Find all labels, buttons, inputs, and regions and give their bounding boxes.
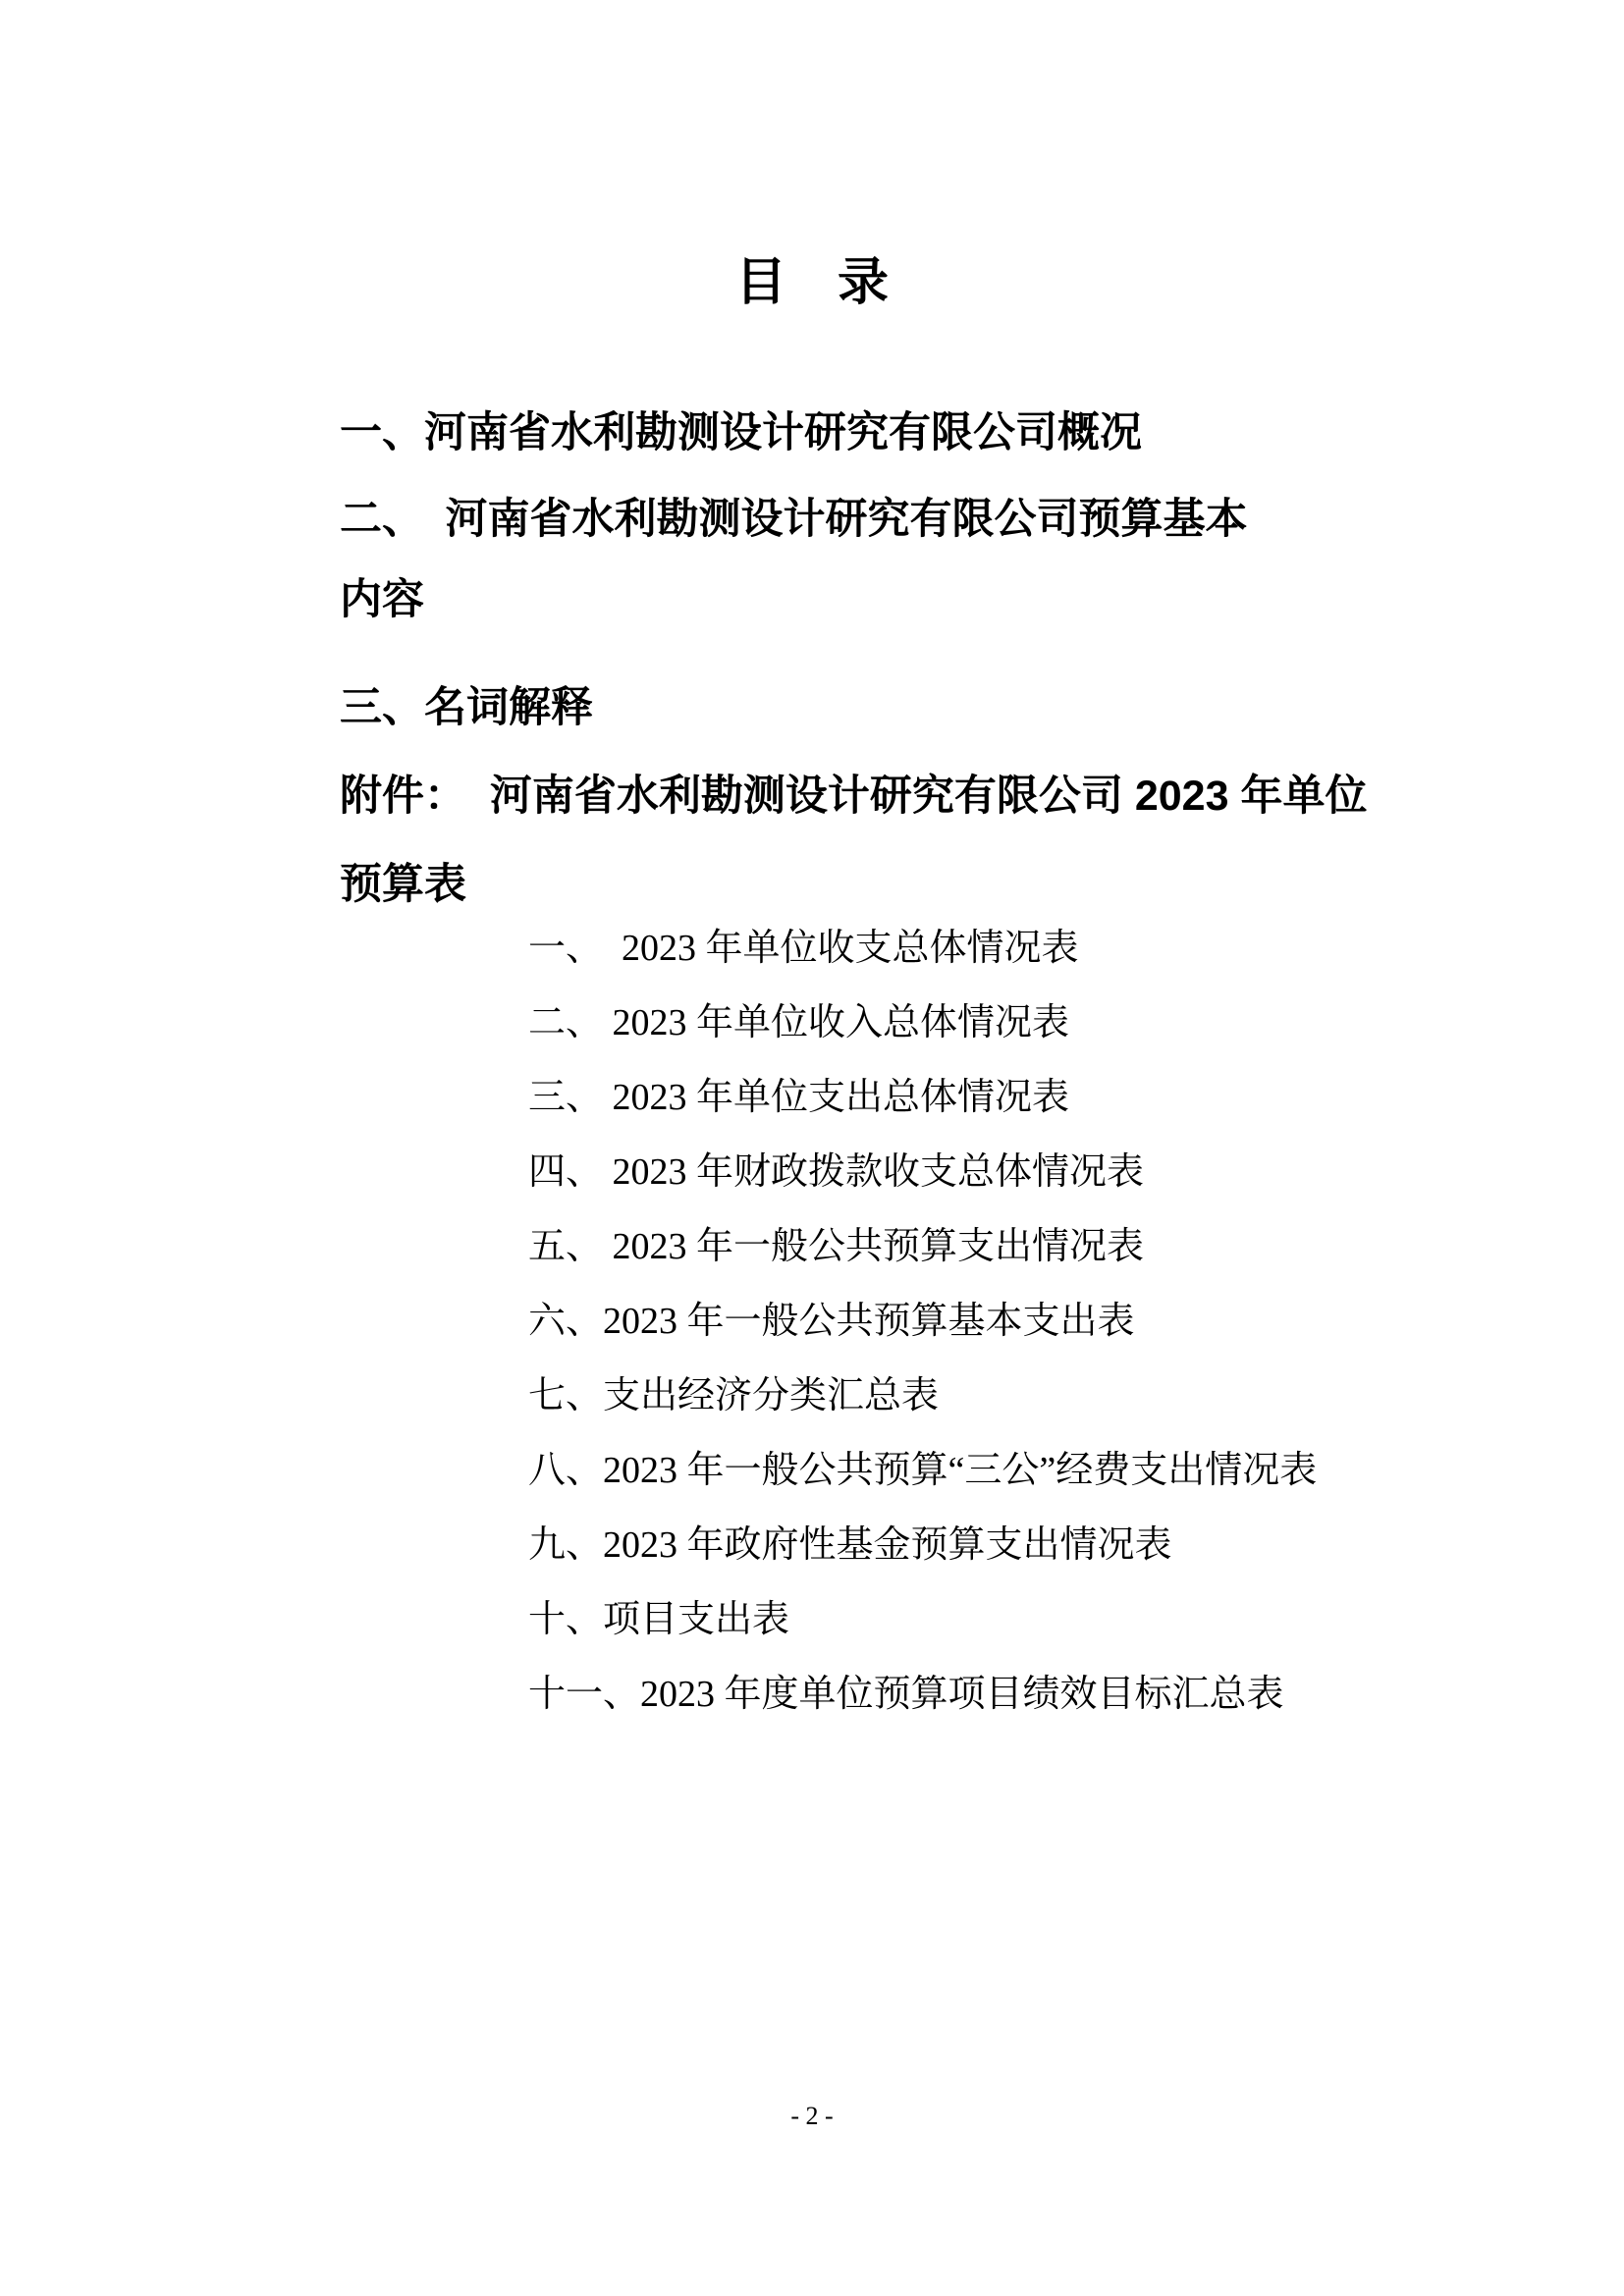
toc-attachment-item-7: 七、支出经济分类汇总表 — [528, 1375, 940, 1416]
toc-attachment-item-11: 十一、2023 年度单位预算项目绩效目标汇总表 — [528, 1674, 1284, 1715]
toc-attachment-item-3: 三、 2023 年单位支出总体情况表 — [528, 1077, 1070, 1118]
toc-attachment-item-9: 九、2023 年政府性基金预算支出情况表 — [528, 1524, 1172, 1566]
toc-attachment-item-10: 十、项目支出表 — [528, 1599, 790, 1640]
toc-attachment-item-8: 八、2023 年一般公共预算“三公”经费支出情况表 — [528, 1450, 1318, 1491]
toc-attachment-item-5: 五、 2023 年一般公共预算支出情况表 — [528, 1226, 1145, 1267]
toc-entry-attachment-wrap: 预算表 — [340, 861, 466, 908]
toc-attachment-item-1: 一、 2023 年单位收支总体情况表 — [528, 928, 1079, 969]
toc-attachment-item-2: 二、 2023 年单位收入总体情况表 — [528, 1002, 1070, 1043]
toc-attachment-list — [528, 911, 1510, 1732]
page-title: 目 录 — [734, 253, 889, 311]
page-number: - 2 - — [790, 2102, 834, 2130]
toc-entry-budget-basics-wrap: 内容 — [340, 576, 424, 623]
toc-main-section — [340, 409, 1498, 908]
toc-entry-budget-basics: 二、 河南省水利勘测设计研究有限公司预算基本 — [340, 496, 1248, 543]
toc-attachment-item-4: 四、 2023 年财政拨款收支总体情况表 — [528, 1151, 1145, 1193]
toc-entry-glossary: 三、名词解释 — [340, 684, 593, 731]
toc-attachment-item-6: 六、2023 年一般公共预算基本支出表 — [528, 1301, 1135, 1342]
toc-entry-overview: 一、河南省水利勘测设计研究有限公司概况 — [340, 409, 1142, 456]
toc-entry-attachment: 附件： 河南省水利勘测设计研究有限公司 2023 年单位 — [340, 773, 1368, 820]
